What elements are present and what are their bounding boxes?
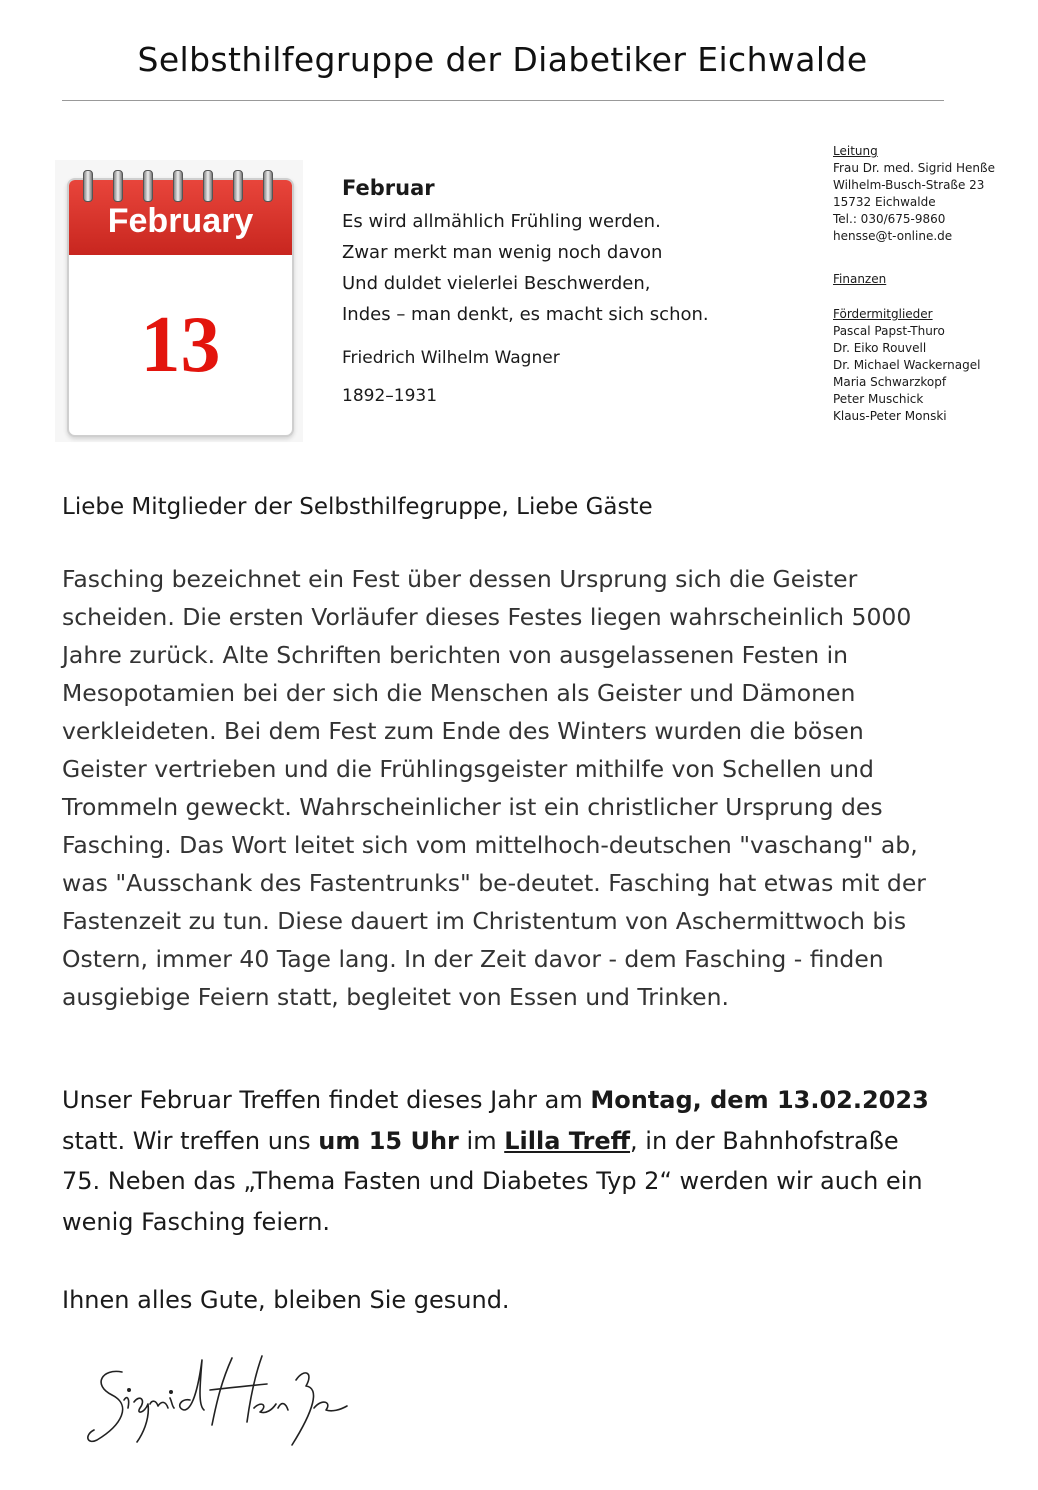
- contact-sidebar: [833, 143, 1033, 425]
- meeting-time: um 15 Uhr: [318, 1126, 459, 1155]
- meeting-text: , in der Bahnhofstraße 75. Neben das „Thema Fasten und Diabetes Typ 2“ werden wir auch ein wenig Fasching feiern.: [62, 1126, 923, 1236]
- closing-line: Ihnen alles Gute, bleiben Sie gesund.: [62, 1286, 510, 1314]
- calendar-month: February: [107, 202, 254, 240]
- calendar-day: 13: [140, 301, 221, 389]
- foerder-member: Dr. Michael Wackernagel: [833, 358, 981, 372]
- meeting-text: Unser Februar Treffen findet dieses Jahr am: [62, 1086, 591, 1114]
- signature: [82, 1350, 352, 1450]
- foerder-member: Dr. Eiko Rouvell: [833, 341, 927, 355]
- page-title: Selbsthilfegruppe der Diabetiker Eichwalde: [137, 40, 868, 79]
- poem-line: Und duldet vielerlei Beschwerden,: [342, 273, 651, 294]
- calendar-page: [67, 178, 294, 437]
- body-paragraph: Fasching bezeichnet ein Fest über dessen Ursprung sich die Geister scheiden. Die ersten Vorläufer dieses Festes liegen wahrscheinlich 5000 Jahre zurück. Alte Schriften berichten von ausgelassenen Festen in Mesopotamien bei der sich die Menschen als Geister und Dämonen verkleideten. Bei dem Fest zum Ende des Winters wurden die bösen Geister vertrieben und die Frühlingsgeister mithilfe von Schellen und Trommeln geweckt. Wahrscheinlicher ist ein christlicher Ursprung des Fasching. Das Wort leitet sich vom mittelhoch-deutschen "vaschang" ab, was "Ausschank des Fastentrunks" be-deutet. Fasching hat etwas mit der Fastenzeit zu tun. Diese dauert im Christentum von Aschermittwoch bis Ostern, immer 40 Tage lang. In der Zeit davor - dem Fasching - finden ausgiebige Feiern statt, begleitet von Essen und Trinken.: [62, 565, 926, 1011]
- greeting: Liebe Mitglieder der Selbsthilfegruppe, Liebe Gäste: [62, 494, 653, 520]
- poem-line: Zwar merkt man wenig noch davon: [342, 242, 663, 263]
- foerder-member: Maria Schwarzkopf: [833, 375, 947, 389]
- leitung-line: Wilhelm-Busch-Straße 23: [833, 178, 985, 192]
- leitung-heading: Leitung: [833, 144, 878, 158]
- poem-title: Februar: [342, 176, 435, 200]
- leitung-line: Tel.: 030/675-9860: [833, 212, 946, 226]
- meeting-text: im: [458, 1126, 505, 1155]
- foerder-member: Klaus-Peter Monski: [833, 409, 947, 423]
- calendar-image: [55, 160, 303, 442]
- foerder-member: Pascal Papst-Thuro: [833, 324, 945, 338]
- calendar-rings-icon: [83, 170, 283, 200]
- poem-block: [342, 176, 782, 406]
- meeting-date: Montag, dem 13.02.2023: [590, 1086, 929, 1114]
- foerder-heading: Fördermitglieder: [833, 307, 933, 321]
- meeting-place: Lilla Treff: [504, 1126, 631, 1155]
- header-divider: [62, 100, 944, 101]
- poem-author: Friedrich Wilhelm Wagner: [342, 348, 560, 368]
- poem-line: Es wird allmählich Frühling werden.: [342, 211, 661, 232]
- finanzen-heading: Finanzen: [833, 272, 887, 286]
- foerder-member: Peter Muschick: [833, 392, 924, 406]
- poem-line: Indes – man denkt, es macht sich schon.: [342, 304, 709, 325]
- poem-years: 1892–1931: [342, 386, 438, 406]
- meeting-text: statt. Wir treffen uns: [62, 1126, 319, 1155]
- leitung-line: 15732 Eichwalde: [833, 195, 936, 209]
- meeting-paragraph: [62, 1080, 942, 1242]
- leitung-email: hensse@t-online.de: [833, 229, 953, 243]
- leitung-line: Frau Dr. med. Sigrid Henße: [833, 161, 995, 175]
